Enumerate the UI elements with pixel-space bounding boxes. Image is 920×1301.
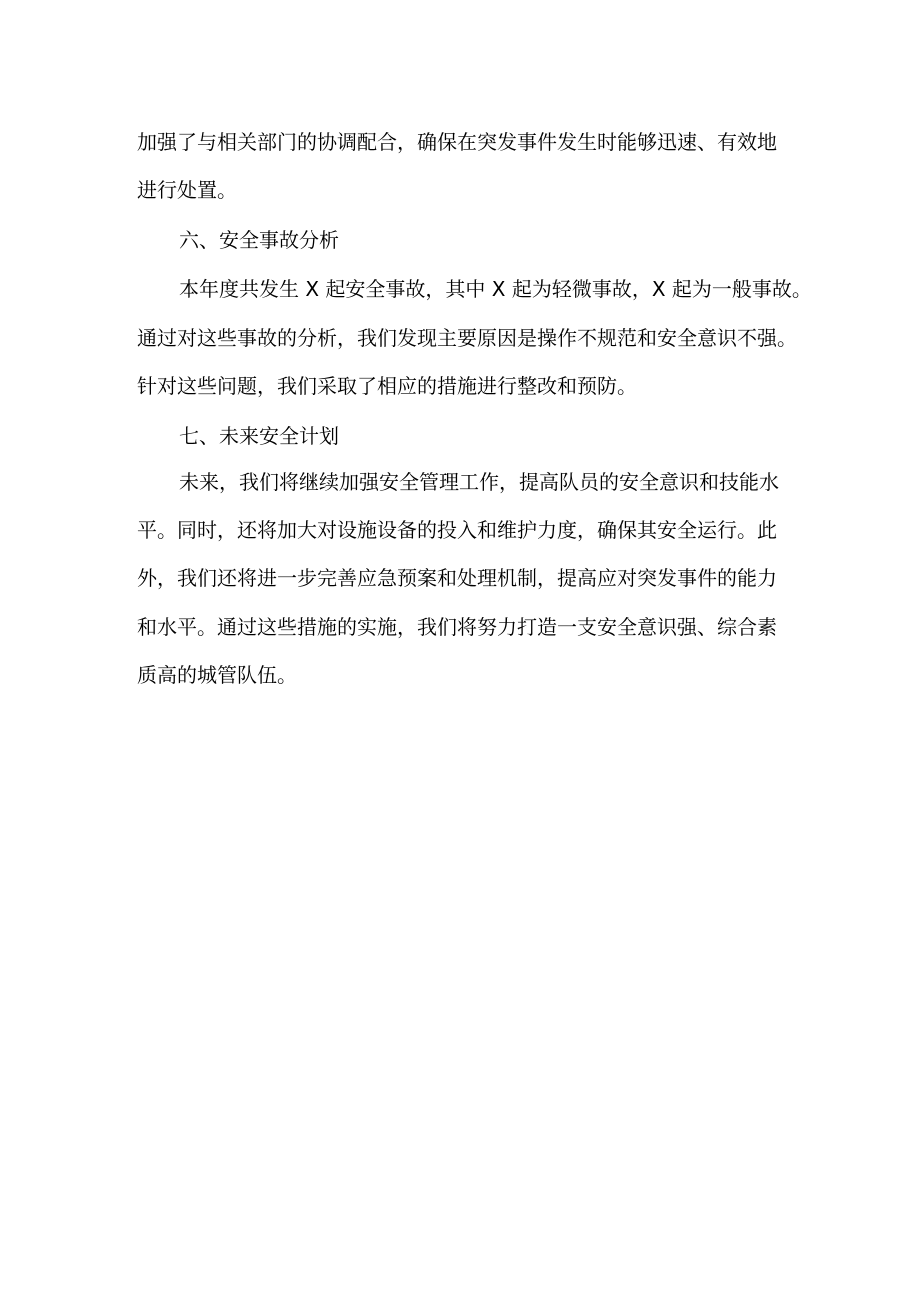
paragraph-line: 外，我们还将进一步完善应急预案和处理机制，提高应对突发事件的能力 [137,566,777,590]
paragraph-line: 和水平。通过这些措施的实施，我们将努力打造一支安全意识强、综合素 [137,615,777,639]
section-heading-accident-analysis: 六、安全事故分析 [179,228,339,252]
paragraph-line: 进行处置。 [137,178,237,202]
paragraph-line: 平。同时，还将加大对设施设备的投入和维护力度，确保其安全运行。此 [137,518,777,542]
paragraph-line: 通过对这些事故的分析，我们发现主要原因是操作不规范和安全意识不强。 [137,326,797,350]
paragraph-line: 加强了与相关部门的协调配合，确保在突发事件发生时能够迅速、有效地 [137,130,777,154]
paragraph-line: 未来，我们将继续加强安全管理工作，提高队员的安全意识和技能水 [179,470,779,494]
paragraph-line: 针对这些问题，我们采取了相应的措施进行整改和预防。 [137,374,637,398]
paragraph-line: 质高的城管队伍。 [137,663,297,687]
section-heading-future-plan: 七、未来安全计划 [179,424,339,448]
paragraph-line: 本年度共发生 X 起安全事故，其中 X 起为轻微事故，X 起为一般事故。 [179,277,812,301]
